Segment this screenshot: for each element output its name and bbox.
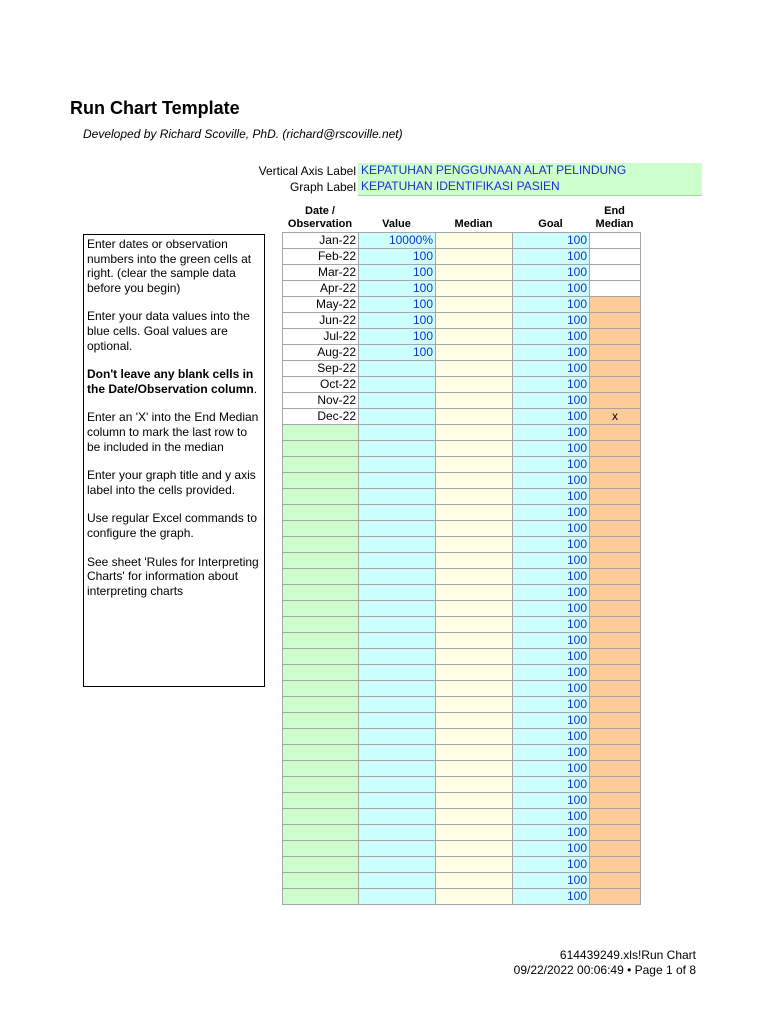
date-cell[interactable] — [283, 857, 359, 873]
date-cell[interactable] — [283, 761, 359, 777]
date-cell[interactable] — [283, 713, 359, 729]
value-cell[interactable] — [359, 841, 436, 857]
end-median-cell[interactable] — [590, 537, 641, 553]
end-median-cell[interactable] — [590, 233, 641, 249]
instruction-rules: See sheet 'Rules for Interpreting Charts' for information about interpreting charts — [87, 554, 259, 598]
median-cell[interactable] — [436, 857, 513, 873]
value-cell[interactable] — [359, 617, 436, 633]
goal-cell[interactable]: 100 — [513, 809, 590, 825]
value-cell[interactable] — [359, 553, 436, 569]
table-row — [283, 313, 641, 329]
end-median-cell[interactable] — [590, 873, 641, 889]
end-median-cell[interactable] — [590, 745, 641, 761]
median-cell[interactable] — [436, 697, 513, 713]
end-median-cell[interactable] — [590, 377, 641, 393]
date-cell[interactable] — [283, 457, 359, 473]
table-row — [283, 441, 641, 457]
date-cell[interactable] — [283, 601, 359, 617]
instruction-end-median: Enter an 'X' into the End Median column to mark the last row to be included in the median — [87, 410, 259, 454]
table-row — [283, 521, 641, 537]
median-cell[interactable] — [436, 281, 513, 297]
end-median-cell[interactable] — [590, 777, 641, 793]
goal-cell[interactable]: 100 — [513, 777, 590, 793]
table-row — [283, 569, 641, 585]
median-cell[interactable] — [436, 873, 513, 889]
median-cell[interactable] — [436, 377, 513, 393]
goal-cell[interactable]: 100 — [513, 537, 590, 553]
goal-cell[interactable]: 100 — [513, 249, 590, 265]
goal-cell[interactable]: 100 — [513, 569, 590, 585]
goal-cell[interactable]: 100 — [513, 761, 590, 777]
value-cell[interactable] — [359, 441, 436, 457]
date-cell[interactable] — [283, 617, 359, 633]
median-cell[interactable] — [436, 521, 513, 537]
date-cell[interactable] — [283, 585, 359, 601]
goal-cell[interactable]: 100 — [513, 889, 590, 905]
goal-cell[interactable]: 100 — [513, 489, 590, 505]
table-row — [283, 233, 641, 249]
value-cell[interactable] — [359, 521, 436, 537]
goal-cell[interactable]: 100 — [513, 281, 590, 297]
value-cell[interactable] — [359, 665, 436, 681]
end-median-cell[interactable] — [590, 713, 641, 729]
table-row — [283, 825, 641, 841]
value-cell[interactable] — [359, 473, 436, 489]
date-cell[interactable] — [283, 505, 359, 521]
table-row — [283, 249, 641, 265]
date-cell[interactable] — [283, 425, 359, 441]
value-cell[interactable]: 100 — [359, 329, 436, 345]
end-median-cell[interactable] — [590, 265, 641, 281]
value-cell[interactable]: 100 — [359, 265, 436, 281]
table-row — [283, 377, 641, 393]
goal-cell[interactable]: 100 — [513, 857, 590, 873]
date-cell[interactable]: May-22 — [283, 297, 359, 313]
end-median-cell[interactable] — [590, 585, 641, 601]
instruction-blank-cells — [87, 367, 261, 396]
value-cell[interactable] — [359, 713, 436, 729]
table-row — [283, 489, 641, 505]
instruction-blank-cells-tail: . — [253, 381, 258, 396]
end-median-cell[interactable] — [590, 809, 641, 825]
median-cell[interactable] — [436, 729, 513, 745]
table-row — [283, 665, 641, 681]
table-row — [283, 697, 641, 713]
value-cell[interactable] — [359, 601, 436, 617]
value-cell[interactable] — [359, 393, 436, 409]
goal-cell[interactable]: 100 — [513, 601, 590, 617]
date-cell[interactable] — [283, 841, 359, 857]
end-median-cell[interactable] — [590, 297, 641, 313]
goal-cell[interactable]: 100 — [513, 313, 590, 329]
date-cell[interactable] — [283, 889, 359, 905]
goal-cell[interactable]: 100 — [513, 297, 590, 313]
end-median-cell[interactable]: x — [590, 409, 641, 425]
end-median-cell[interactable] — [590, 665, 641, 681]
col-header-goal: Goal — [538, 218, 563, 230]
value-cell[interactable]: 100 — [359, 345, 436, 361]
median-cell[interactable] — [436, 841, 513, 857]
value-cell[interactable] — [359, 489, 436, 505]
goal-cell[interactable]: 100 — [513, 457, 590, 473]
median-cell[interactable] — [436, 441, 513, 457]
median-cell[interactable] — [436, 345, 513, 361]
footer-file: 614439249.xls!Run Chart — [559, 948, 696, 962]
median-cell[interactable] — [436, 249, 513, 265]
goal-cell[interactable]: 100 — [513, 329, 590, 345]
value-cell[interactable] — [359, 777, 436, 793]
goal-cell[interactable]: 100 — [513, 633, 590, 649]
goal-cell[interactable]: 100 — [513, 697, 590, 713]
col-header-median: Median — [454, 218, 493, 230]
date-cell[interactable] — [283, 777, 359, 793]
median-cell[interactable] — [436, 745, 513, 761]
table-row — [283, 873, 641, 889]
median-cell[interactable] — [436, 825, 513, 841]
table-row — [283, 633, 641, 649]
footer-timestamp: 09/22/2022 00:06:49 • Page 1 of 8 — [513, 963, 696, 977]
goal-cell[interactable]: 100 — [513, 473, 590, 489]
end-median-cell[interactable] — [590, 569, 641, 585]
value-cell[interactable]: 100 — [359, 313, 436, 329]
goal-cell[interactable]: 100 — [513, 361, 590, 377]
value-cell[interactable]: 100 — [359, 297, 436, 313]
median-cell[interactable] — [436, 633, 513, 649]
graph-label-input[interactable]: KEPATUHAN IDENTIFIKASI PASIEN — [358, 179, 702, 196]
end-median-cell[interactable] — [590, 425, 641, 441]
value-cell[interactable] — [359, 409, 436, 425]
median-cell[interactable] — [436, 425, 513, 441]
end-median-cell[interactable] — [590, 457, 641, 473]
col-header-end-median: End Median — [595, 205, 634, 230]
axis-label-caption: Vertical Axis Label — [258, 164, 356, 178]
end-median-cell[interactable] — [590, 681, 641, 697]
date-cell[interactable] — [283, 665, 359, 681]
goal-cell[interactable]: 100 — [513, 553, 590, 569]
end-median-cell[interactable] — [590, 601, 641, 617]
table-row — [283, 729, 641, 745]
value-cell[interactable] — [359, 633, 436, 649]
date-cell[interactable]: Jul-22 — [283, 329, 359, 345]
median-cell[interactable] — [436, 233, 513, 249]
page-title: Run Chart Template — [70, 98, 240, 118]
value-cell[interactable] — [359, 889, 436, 905]
median-cell[interactable] — [436, 553, 513, 569]
instruction-dates: Enter dates or observation numbers into the green cells at right. (clear the sample data before you begin) — [87, 237, 252, 295]
graph-label-caption: Graph Label — [289, 180, 356, 194]
instruction-labels: Enter your graph title and y axis label into the cells provided. — [87, 468, 256, 497]
table-row — [283, 473, 641, 489]
value-cell[interactable] — [359, 793, 436, 809]
goal-cell[interactable]: 100 — [513, 729, 590, 745]
goal-cell[interactable]: 100 — [513, 665, 590, 681]
goal-cell[interactable]: 100 — [513, 713, 590, 729]
end-median-cell[interactable] — [590, 697, 641, 713]
value-cell[interactable]: 100 — [359, 281, 436, 297]
table-row — [283, 809, 641, 825]
date-cell[interactable] — [283, 473, 359, 489]
median-cell[interactable] — [436, 569, 513, 585]
table-row — [283, 297, 641, 313]
goal-cell[interactable]: 100 — [513, 681, 590, 697]
date-cell[interactable] — [283, 729, 359, 745]
value-cell[interactable] — [359, 809, 436, 825]
median-cell[interactable] — [436, 889, 513, 905]
end-median-cell[interactable] — [590, 505, 641, 521]
date-cell[interactable] — [283, 873, 359, 889]
goal-cell[interactable]: 100 — [513, 585, 590, 601]
table-row — [283, 537, 641, 553]
date-cell[interactable] — [283, 537, 359, 553]
date-cell[interactable] — [283, 489, 359, 505]
date-cell[interactable] — [283, 441, 359, 457]
median-cell[interactable] — [436, 313, 513, 329]
value-cell[interactable] — [359, 425, 436, 441]
value-cell[interactable] — [359, 505, 436, 521]
goal-cell[interactable]: 100 — [513, 825, 590, 841]
median-cell[interactable] — [436, 457, 513, 473]
goal-cell[interactable]: 100 — [513, 745, 590, 761]
table-row — [283, 425, 641, 441]
end-median-cell[interactable] — [590, 521, 641, 537]
table-row — [283, 649, 641, 665]
value-cell[interactable] — [359, 585, 436, 601]
end-median-cell[interactable] — [590, 793, 641, 809]
end-median-cell[interactable] — [590, 249, 641, 265]
date-cell[interactable] — [283, 745, 359, 761]
end-median-cell[interactable] — [590, 441, 641, 457]
goal-cell[interactable]: 100 — [513, 617, 590, 633]
goal-cell[interactable]: 100 — [513, 409, 590, 425]
end-median-cell[interactable] — [590, 313, 641, 329]
table-row — [283, 761, 641, 777]
value-cell[interactable] — [359, 745, 436, 761]
date-cell[interactable] — [283, 569, 359, 585]
end-median-cell[interactable] — [590, 553, 641, 569]
table-row — [283, 681, 641, 697]
table-row — [283, 505, 641, 521]
table-row — [283, 393, 641, 409]
goal-cell[interactable]: 100 — [513, 377, 590, 393]
end-median-cell[interactable] — [590, 473, 641, 489]
date-cell[interactable]: Nov-22 — [283, 393, 359, 409]
end-median-cell[interactable] — [590, 841, 641, 857]
goal-cell[interactable]: 100 — [513, 793, 590, 809]
value-cell[interactable] — [359, 361, 436, 377]
median-cell[interactable] — [436, 505, 513, 521]
end-median-cell[interactable] — [590, 617, 641, 633]
table-row — [283, 857, 641, 873]
table-row — [283, 745, 641, 761]
date-cell[interactable]: Jan-22 — [283, 233, 359, 249]
median-cell[interactable] — [436, 777, 513, 793]
instructions-box — [83, 234, 265, 687]
date-cell[interactable]: Aug-22 — [283, 345, 359, 361]
value-cell[interactable] — [359, 537, 436, 553]
median-cell[interactable] — [436, 329, 513, 345]
date-cell[interactable] — [283, 825, 359, 841]
goal-cell[interactable]: 100 — [513, 649, 590, 665]
date-cell[interactable]: Oct-22 — [283, 377, 359, 393]
value-cell[interactable] — [359, 697, 436, 713]
table-row — [283, 281, 641, 297]
goal-cell[interactable]: 100 — [513, 345, 590, 361]
value-cell[interactable] — [359, 873, 436, 889]
end-median-cell[interactable] — [590, 889, 641, 905]
table-row — [283, 585, 641, 601]
instruction-blank-cells-bold: Don't leave any blank cells in the Date/Observation column — [87, 367, 254, 396]
median-cell[interactable] — [436, 617, 513, 633]
median-cell[interactable] — [436, 761, 513, 777]
median-cell[interactable] — [436, 681, 513, 697]
value-cell[interactable] — [359, 457, 436, 473]
table-row — [283, 329, 641, 345]
end-median-cell[interactable] — [590, 361, 641, 377]
goal-cell[interactable]: 100 — [513, 841, 590, 857]
end-median-cell[interactable] — [590, 345, 641, 361]
median-cell[interactable] — [436, 713, 513, 729]
end-median-cell[interactable] — [590, 857, 641, 873]
instruction-excel: Use regular Excel commands to configure the graph. — [87, 511, 258, 540]
col-header-date: Date / Observation — [287, 205, 353, 230]
instruction-values: Enter your data values into the blue cells. Goal values are optional. — [87, 309, 250, 353]
median-cell[interactable] — [436, 489, 513, 505]
value-cell[interactable] — [359, 649, 436, 665]
table-row — [283, 265, 641, 281]
date-cell[interactable] — [283, 633, 359, 649]
value-cell[interactable]: 100 — [359, 249, 436, 265]
date-cell[interactable] — [283, 793, 359, 809]
end-median-cell[interactable] — [590, 633, 641, 649]
median-cell[interactable] — [436, 537, 513, 553]
value-cell[interactable] — [359, 825, 436, 841]
value-cell[interactable] — [359, 569, 436, 585]
date-cell[interactable] — [283, 681, 359, 697]
table-row — [283, 777, 641, 793]
date-cell[interactable] — [283, 521, 359, 537]
date-cell[interactable]: Dec-22 — [283, 409, 359, 425]
end-median-cell[interactable] — [590, 825, 641, 841]
table-row — [283, 841, 641, 857]
goal-cell[interactable]: 100 — [513, 233, 590, 249]
date-cell[interactable]: Apr-22 — [283, 281, 359, 297]
goal-cell[interactable]: 100 — [513, 873, 590, 889]
page-subtitle: Developed by Richard Scoville, PhD. (richard@rscoville.net) — [83, 127, 403, 141]
median-cell[interactable] — [436, 585, 513, 601]
goal-cell[interactable]: 100 — [513, 521, 590, 537]
median-cell[interactable] — [436, 473, 513, 489]
table-row — [283, 361, 641, 377]
table-row — [283, 889, 641, 905]
table-row — [283, 713, 641, 729]
median-cell[interactable] — [436, 297, 513, 313]
median-cell[interactable] — [436, 809, 513, 825]
value-cell[interactable] — [359, 377, 436, 393]
table-row — [283, 553, 641, 569]
goal-cell[interactable]: 100 — [513, 425, 590, 441]
value-cell[interactable] — [359, 857, 436, 873]
page-footer — [514, 948, 696, 978]
date-cell[interactable] — [283, 809, 359, 825]
end-median-cell[interactable] — [590, 761, 641, 777]
col-header-value: Value — [382, 218, 411, 230]
date-cell[interactable] — [283, 697, 359, 713]
median-cell[interactable] — [436, 665, 513, 681]
table-row — [283, 601, 641, 617]
table-row — [283, 617, 641, 633]
date-cell[interactable]: Feb-22 — [283, 249, 359, 265]
value-cell[interactable] — [359, 681, 436, 697]
date-cell[interactable] — [283, 649, 359, 665]
table-row — [283, 409, 641, 425]
median-cell[interactable] — [436, 793, 513, 809]
data-table — [282, 232, 641, 905]
median-cell[interactable] — [436, 393, 513, 409]
table-row — [283, 457, 641, 473]
median-cell[interactable] — [436, 265, 513, 281]
end-median-cell[interactable] — [590, 393, 641, 409]
table-row — [283, 793, 641, 809]
date-cell[interactable]: Mar-22 — [283, 265, 359, 281]
goal-cell[interactable]: 100 — [513, 265, 590, 281]
goal-cell[interactable]: 100 — [513, 441, 590, 457]
date-cell[interactable]: Jun-22 — [283, 313, 359, 329]
median-cell[interactable] — [436, 409, 513, 425]
axis-label-input[interactable]: KEPATUHAN PENGGUNAAN ALAT PELINDUNG — [358, 163, 702, 180]
end-median-cell[interactable] — [590, 329, 641, 345]
value-cell[interactable] — [359, 761, 436, 777]
value-cell[interactable] — [359, 729, 436, 745]
end-median-cell[interactable] — [590, 649, 641, 665]
date-cell[interactable] — [283, 553, 359, 569]
table-row — [283, 345, 641, 361]
date-cell[interactable]: Sep-22 — [283, 361, 359, 377]
goal-cell[interactable]: 100 — [513, 505, 590, 521]
end-median-cell[interactable] — [590, 489, 641, 505]
median-cell[interactable] — [436, 361, 513, 377]
median-cell[interactable] — [436, 649, 513, 665]
goal-cell[interactable]: 100 — [513, 393, 590, 409]
median-cell[interactable] — [436, 601, 513, 617]
value-cell[interactable]: 10000% — [359, 233, 436, 249]
end-median-cell[interactable] — [590, 729, 641, 745]
end-median-cell[interactable] — [590, 281, 641, 297]
